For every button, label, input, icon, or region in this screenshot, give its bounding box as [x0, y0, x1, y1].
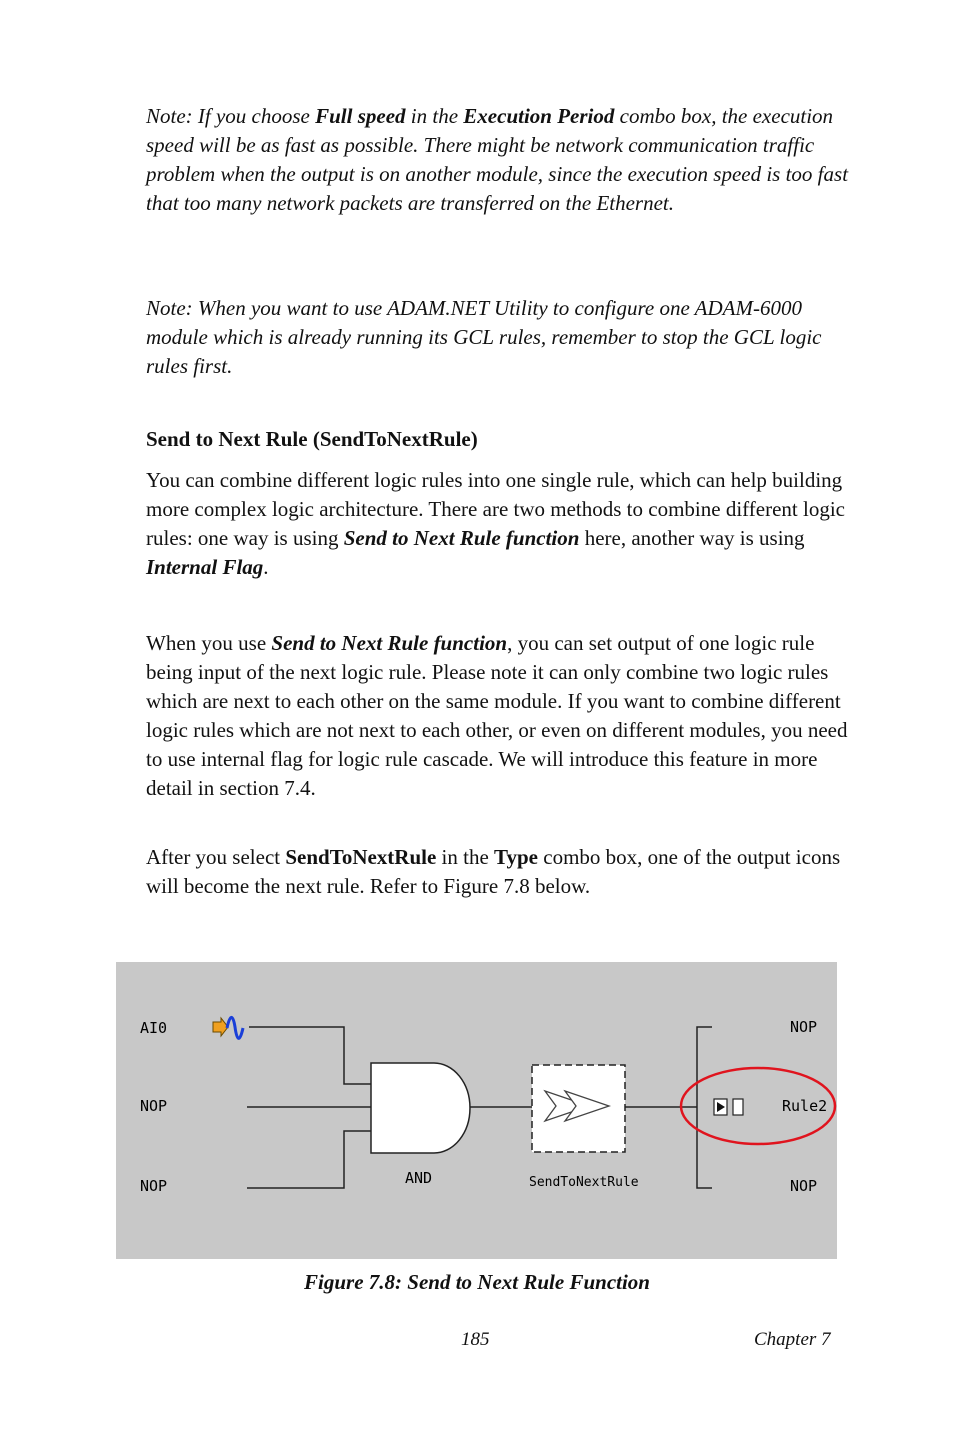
figure-caption: Figure 7.8: Send to Next Rule Function [304, 1270, 650, 1294]
analog-signal-icon[interactable] [213, 1017, 243, 1038]
output-label-rule2: Rule2 [782, 1097, 828, 1115]
and-gate[interactable] [371, 1063, 470, 1153]
logic-diagram [116, 962, 837, 1259]
send-to-next-rule-label: SendToNextRule [529, 1175, 639, 1190]
input-label-nop-1: NOP [140, 1097, 168, 1115]
input-label-nop-2: NOP [140, 1177, 168, 1195]
note-stop-gcl: Note: When you want to use ADAM.NET Utility to configure one ADAM-6000 module which is already running its GCL rules, remember to stop the GCL logic rules first. [146, 296, 822, 378]
input-wires [247, 1027, 371, 1188]
and-gate-label: AND [405, 1169, 433, 1187]
chapter-label: Chapter 7 [754, 1329, 831, 1350]
input-label-ai0: AI0 [140, 1019, 168, 1037]
next-rule-icon[interactable] [714, 1099, 743, 1115]
page-number: 185 [461, 1329, 490, 1350]
send-to-next-rule-block[interactable] [532, 1065, 625, 1152]
note-full-speed: Note: If you choose Full speed in the Execution Period combo box, the execution speed will be as fast as possible. There might be network communication traffic problem when the output is on another module, since the execution speed is too fast that too many network packets are transferred on the Ethernet. [146, 104, 849, 215]
output-bracket [697, 1027, 712, 1188]
paragraph-select-type: After you select SendToNextRule in the Type combo box, one of the output icons will become the next rule. Refer to Figure 7.8 below. [146, 845, 841, 898]
output-label-nop-2: NOP [790, 1177, 818, 1195]
paragraph-combine-rules: You can combine different logic rules into one single rule, which can help building more complex logic architecture. There are two methods to combine different logic rules: one way is using Send to Next Rule function here, another way is using Internal Flag. [146, 468, 845, 579]
output-label-nop-1: NOP [790, 1018, 818, 1036]
figure-send-to-next-rule [116, 962, 837, 1259]
section-heading: Send to Next Rule (SendToNextRule) [146, 427, 478, 451]
paragraph-send-to-next: When you use Send to Next Rule function, you can set output of one logic rule being input of the next logic rule. Please note it can only combine two logic rules which are next to each other on the same module. If you want to combine different logic rules which are not next to each other, or even on different modules, you need to use internal flag for logic rule cascade. We will introduce this feature in more detail in section 7.4. [146, 631, 848, 800]
